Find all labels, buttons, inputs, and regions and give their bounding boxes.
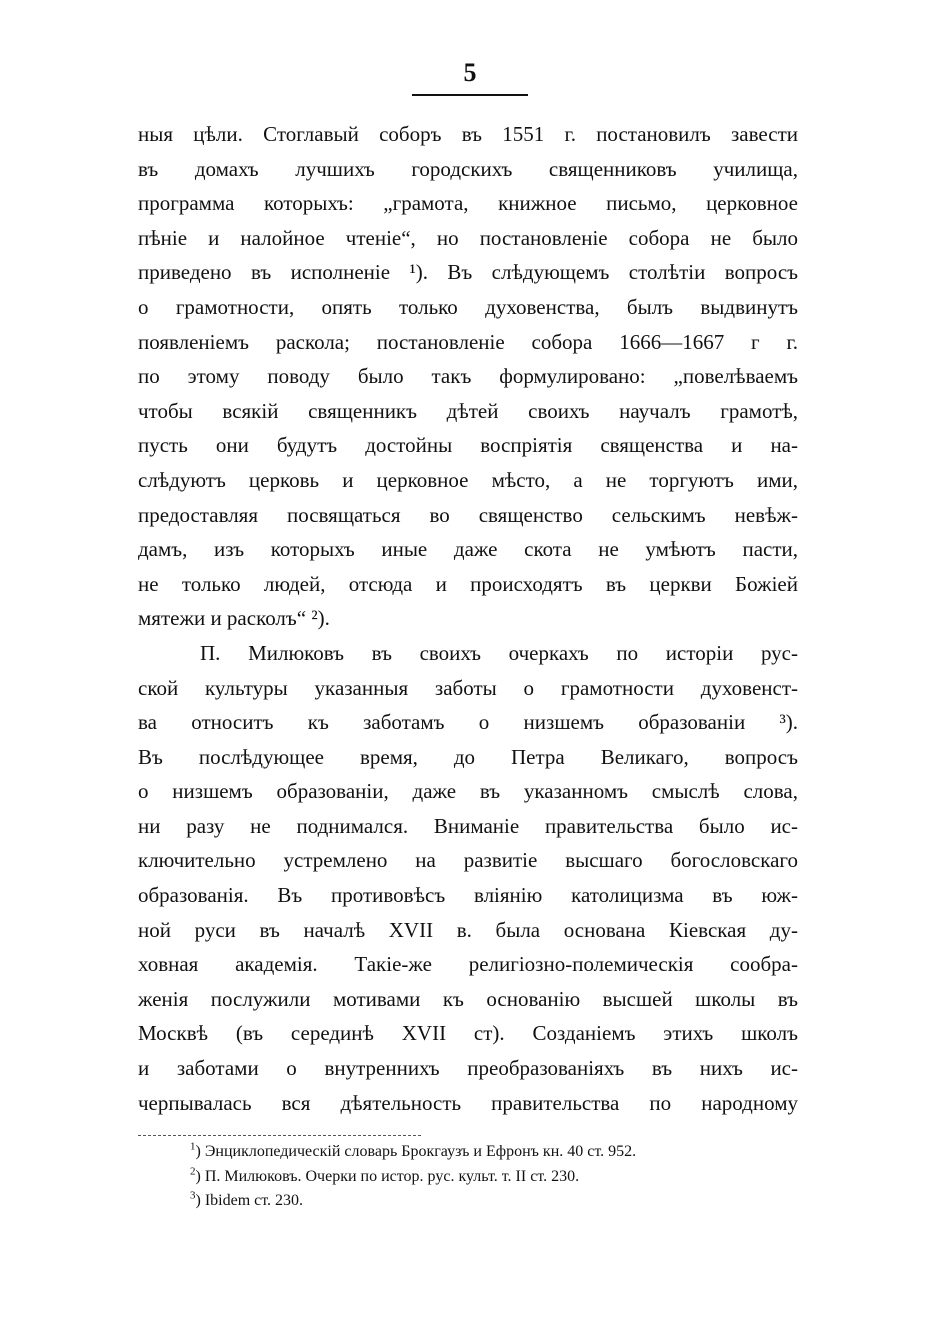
text-line: чтобы всякій священникъ дѣтей своихъ научалъ грамотѣ,	[138, 398, 798, 423]
text-line: женія послужили мотивами къ основанію высшей школы въ	[138, 986, 798, 1011]
text-line: ской культуры указанныя заботы о грамотности духовенст-	[138, 675, 798, 700]
text-line: ной руси въ началѣ XVII в. была основана Кіевская ду-	[138, 917, 798, 942]
footnote-text: ) Ibidem ст. 230.	[195, 1192, 304, 1209]
text-line: появленіемъ раскола; постановленіе собора 1666—1667 г г.	[138, 329, 798, 354]
text-line: и заботами о внутреннихъ преобразованіяхъ въ нихъ ис-	[138, 1056, 798, 1081]
text-line: не только людей, отсюда и происходятъ въ церкви Божіей	[138, 571, 798, 596]
text-line: о грамотности, опять только духовенства, былъ выдвинутъ	[138, 294, 798, 319]
text-line: Москвѣ (въ серединѣ XVII ст). Созданіемъ этихъ школъ	[138, 1021, 798, 1046]
footnote-text: ) П. Милюковъ. Очерки по истор. рус. культ. т. II ст. 230.	[195, 1167, 580, 1185]
text-line: черпывалась вся дѣятельность правительства по народному	[138, 1090, 798, 1115]
text-line: пусть они будутъ достойны воспріятія священства и на-	[138, 433, 798, 458]
text-line: Въ послѣдующее время, до Петра Великаго, вопросъ	[138, 744, 798, 769]
footnote-text: ) Энциклопедическій словарь Брокгаузъ и Ефронъ кн. 40 ст. 952.	[195, 1143, 637, 1160]
text-line: ва относитъ къ заботамъ о низшемъ образованіи ³).	[138, 710, 798, 735]
text-line: ховная академія. Такіе-же религіозно-полемическія сообра-	[138, 952, 798, 977]
text-line: о низшемъ образованіи, даже въ указанномъ смыслѣ слова,	[138, 779, 798, 804]
text-line: предоставляя посвящаться во священство сельскимъ невѣж-	[138, 502, 798, 527]
footnote-mark: 1	[190, 1140, 196, 1153]
text-line: слѣдуютъ церковь и церковное мѣсто, а не торгуютъ ими,	[138, 467, 798, 492]
text-line: мятежи и расколъ“ ²).	[138, 606, 330, 631]
text-line: П. Милюковъ въ своихъ очеркахъ по исторіи рус-	[200, 640, 798, 665]
text-line: въ домахъ лучшихъ городскихъ священниковъ училища,	[138, 156, 798, 181]
text-line: ключительно устремлено на развитіе высшаго богословскаго	[138, 848, 798, 873]
page-number-rule	[412, 94, 528, 96]
text-line: дамъ, изъ которыхъ иные даже скота не умѣютъ пасти,	[138, 537, 798, 562]
text-line: по этому поводу было такъ формулировано: „повелѣваемъ	[138, 364, 798, 389]
text-line: ни разу не поднимался. Вниманіе правительства было ис-	[138, 813, 798, 838]
text-line: образованія. Въ противовѣсъ вліянію католицизма въ юж-	[138, 883, 798, 908]
footnote	[190, 1165, 810, 1190]
text-line: ныя цѣли. Стоглавый соборъ въ 1551 г. постановилъ завести	[138, 122, 798, 146]
footnote-mark: 2	[190, 1165, 196, 1178]
footnote-rule	[138, 1135, 421, 1136]
footnotes	[190, 1140, 810, 1214]
text-line: приведено въ исполненіе ¹). Въ слѣдующемъ столѣтіи вопросъ	[138, 260, 798, 285]
body-text	[138, 117, 798, 1120]
page-number: 5	[463, 58, 477, 87]
text-line: программа которыхъ: „грамота, книжное письмо, церковное	[138, 191, 798, 216]
footnote	[190, 1189, 810, 1214]
footnote-mark: 3	[190, 1189, 196, 1202]
footnote	[190, 1140, 810, 1165]
text-line: пѣніе и налойное чтеніе“, но постановленіе собора не было	[138, 225, 798, 250]
